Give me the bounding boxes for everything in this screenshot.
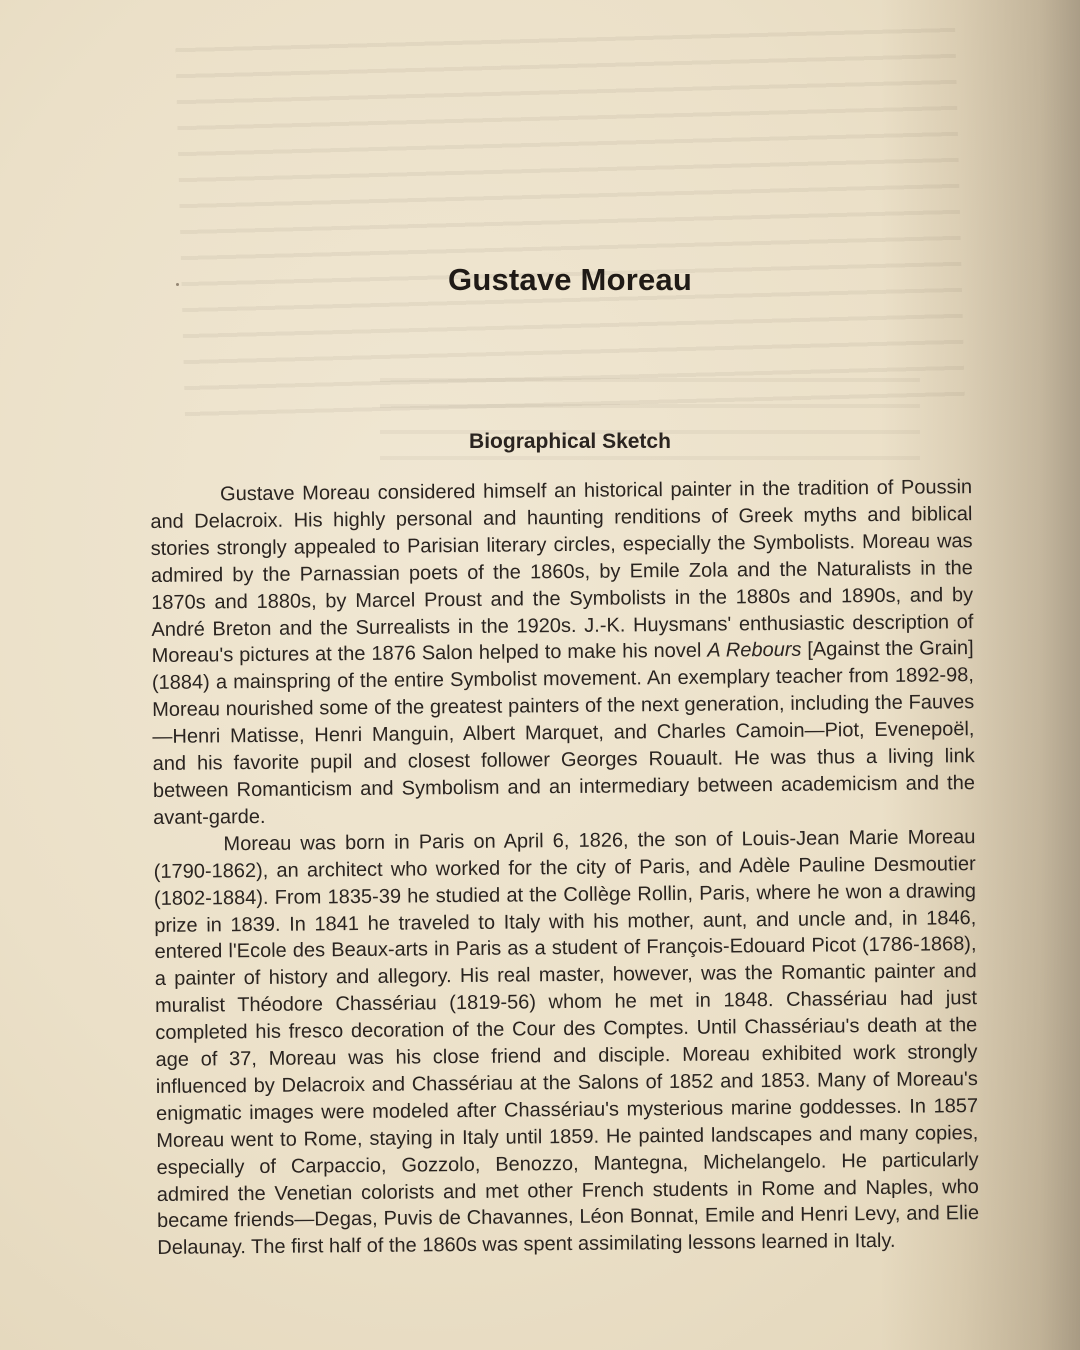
paragraph-1: [150, 474, 975, 832]
paragraph-2: Moreau was born in Paris on April 6, 1826, the son of Louis-Jean Marie Moreau (1790-1862), an architect who worked for the city of Paris, and Adèle Pauline Desmoutier (1802-1884). From 1835-39 he studied at the Collège Rollin, Paris, where he won a drawing prize in 1839. In 1841 he traveled to Italy with his mother, aunt, and uncle and, in 1846, entered l'Ecole des Beaux-arts in Paris as a student of François-Edouard Picot (1786-1868), a painter of history and allegory. His real master, however, was the Romantic painter and muralist Théodore Chassériau (1819-56) whom he met in 1848. Chassériau had just completed his fresco decoration of the Cour des Comptes. Until Chassériau's death at the age of 37, Moreau was his close friend and disciple. Moreau exhibited work strongly influenced by Delacroix and Chassériau at the Salons of 1852 and 1853. Many of Moreau's enigmatic images were modeled after Chassériau's mysterious marine goddesses. In 1857 Moreau went to Rome, staying in Italy until 1859. He painted landscapes and many copies, especially of Carpaccio, Gozzolo, Benozzo, Mantegna, Michelangelo. He particularly admired the Venetian colorists and met other French students in Rome and Naples, who became friends—Degas, Puvis de Chavannes, Léon Bonnat, Emile and Henri Levy, and Elie Delaunay. The first half of the 1860s was spent assimilating lessons learned in Italy.: [153, 825, 980, 1260]
book-title-italic: A Rebours: [707, 639, 802, 663]
paragraph-1-text-continued: [Against the Grain] (1884) a mainspring of the entire Symbolist movement. An exemplary teacher from 1892-98, Moreau nourished some of the greatest painters of the next generation, including the Fauves—Henri Matisse, Henri Manguin, Albert Marquet, and Charles Camoin—Piot, Evenepoël, and his favorite pupil and closest follower Georges Rouault. He was thus a living link between Romanticism and Symbolism and an intermediary between academicism and the avant-garde.: [151, 637, 976, 829]
body-text: [150, 474, 979, 1262]
page-title: Gustave Moreau: [448, 262, 692, 297]
section-heading: Biographical Sketch: [469, 430, 671, 453]
show-through-text-lower: [380, 360, 920, 480]
paragraph-1-text: Gustave Moreau considered himself an historical painter in the tradition of Poussin and Delacroix. His highly personal and haunting renditions of Greek myths and biblical stories strongly appealed to Parisian literary circles, especially the Symbolists. Moreau was admired by the Parnassian poets of the 1860s, by Emile Zola and the Naturalists in the 1870s and 1880s, by Marcel Proust and the Symbolists in the 1880s and 1890s, and by André Breton and the Surrealists in the 1920s. J.-K. Huysmans' enthusiastic description of Moreau's pictures at the 1876 Salon helped to make his novel: [150, 476, 974, 668]
